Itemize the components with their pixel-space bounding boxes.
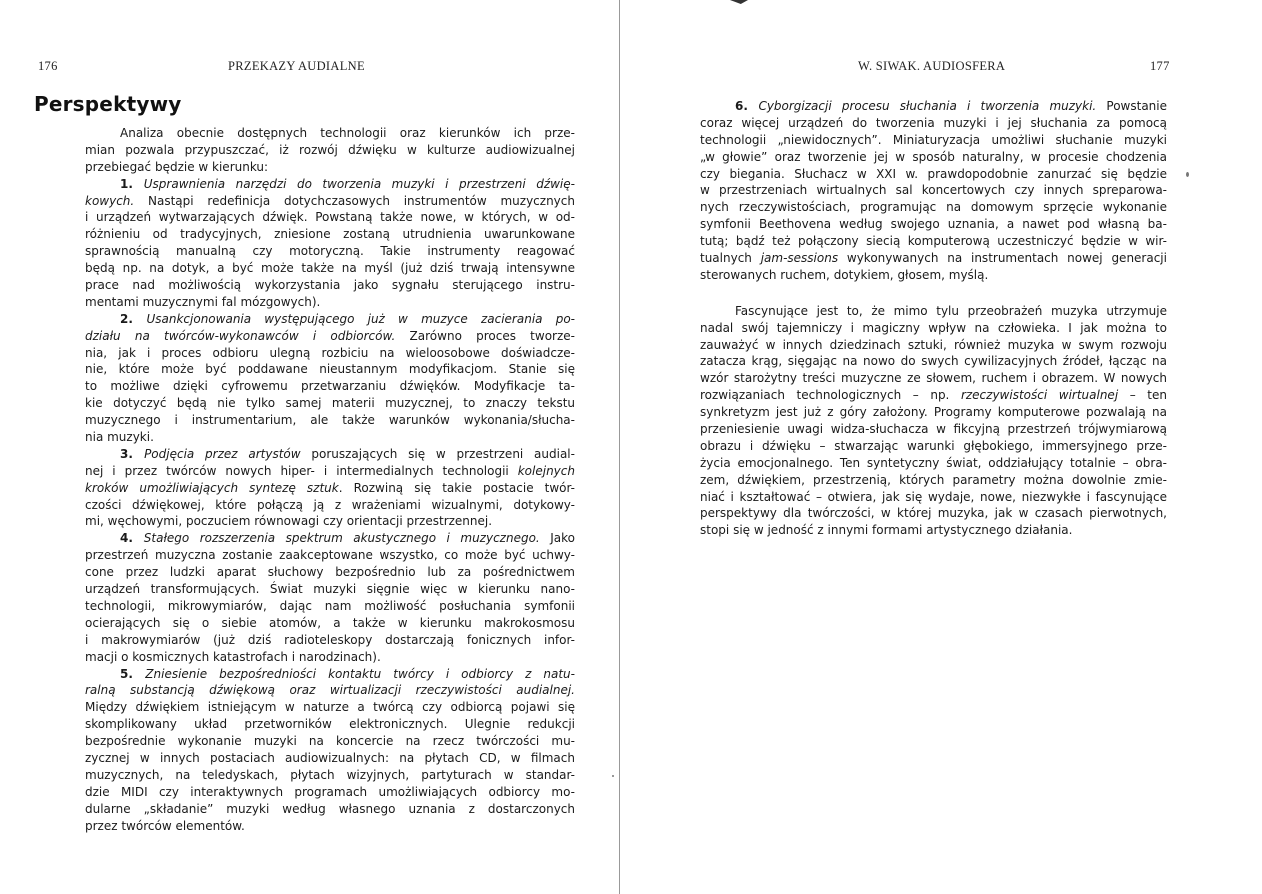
text-run: nej i przez twórców nowych hiper- i intermedialnych technologii (85, 463, 518, 478)
text-line: przez twórców elementów. (85, 818, 245, 833)
text-line: Fascynujące jest to, że mimo tylu przeobrażeń muzyka utrzymuje (735, 303, 1167, 318)
text-line: urządzeń transformujących. Świat muzyki sięgnie więc w kierunku nano- (85, 582, 575, 597)
text-line: technologii, mikrowymiarów, dając nam możliwość posłuchania symfonii (85, 598, 575, 613)
text-run: – ten (1118, 388, 1167, 403)
text-line: kie dotyczyć będą nie tylko samej materii muzycznej, to znaczy tekstu (85, 396, 575, 411)
text-line: mi, węchowymi, poczuciem równowagi czy orientacji przestrzennej. (85, 514, 493, 529)
paragraph (700, 98, 1167, 284)
text-line: technologii „niewidocznych”. Miniaturyzacja umożliwi słuchanie muzyki (700, 132, 1167, 147)
text-line (85, 463, 575, 480)
item-number: 4. (120, 531, 144, 546)
italic-text: Cyborgizacji procesu słuchania i tworzenia muzyki. (758, 99, 1097, 113)
running-head-left: PRZEKAZY AUDIALNE (228, 59, 365, 73)
text-line: sprawnością manualną czy motoryczną. Takie instrumenty reagować (85, 244, 575, 259)
text-line (700, 250, 1167, 267)
text-line: obrazu i dźwięku – stwarzając warunki głębokiego, immersyjnego prze- (700, 438, 1167, 453)
section-heading: Perspektywy (34, 92, 182, 116)
text-line (85, 446, 575, 463)
text-line: zauważyć w innych dziedzinach sztuki, również muzyka w swym rozwoju (700, 337, 1167, 352)
text-line (85, 682, 575, 699)
text-run: tualnych (700, 251, 761, 266)
text-line: nie, które może być poddawane nieustannym modyfikacjom. Stanie się (85, 362, 575, 377)
text-line: prace nad możliwością wykorzystania jako sygnału sterującego instru- (85, 278, 575, 293)
italic-text: jam-sessions (760, 251, 839, 266)
text-line: w przestrzeniach wirtualnych sal koncertowych czy innych spreparowa- (700, 183, 1167, 198)
scan-speck (1186, 172, 1189, 177)
text-line: nadal swój tajemniczy i magiczny wpływ na człowieka. I jak można to (700, 320, 1167, 335)
text-run: Nastąpi redefinicja dotychczasowych instrumentów muzycznych (134, 193, 575, 208)
text-line (85, 666, 575, 683)
text-line: dzie MIDI czy interaktywnych programach umożliwiających odbiorcy mo- (85, 784, 575, 799)
italic-text: ralną substancją dźwiękową oraz wirtualizacji rzeczywistości audialnej. (85, 683, 575, 698)
text-line: ocierających się o siebie atomów, a także w kierunku makrokosmosu (85, 615, 575, 630)
text-line (85, 480, 575, 497)
text-line: synkretyzm jest już z góry założony. Programy komputerowe pozwalają na (700, 405, 1167, 420)
text-line: zycznej w innych postaciach audiowizualnych: na płytach CD, w filmach (85, 750, 575, 765)
text-line: perspektywy dla twórczości, w której muzyka, jak w czasach pierwotnych, (700, 506, 1167, 521)
text-line (85, 311, 575, 328)
text-line: życia emocjonalnego. Ten syntetyczny świat, oddziałujący totalnie – obra- (700, 455, 1167, 470)
italic-text: Usprawnienia narzędzi do tworzenia muzyki i przestrzeni dźwię- (143, 176, 575, 191)
running-head-right: W. SIWAK. AUDIOSFERA (858, 59, 1006, 73)
item-number: 5. (120, 666, 146, 681)
text-line (85, 193, 575, 210)
item-number: 6. (735, 99, 759, 113)
paragraph (85, 446, 575, 530)
text-run: Powstanie (1096, 99, 1168, 113)
text-line: nia muzyki. (85, 430, 154, 445)
page-gutter-divider (619, 0, 620, 894)
text-line: bezpośrednie wykonanie muzyki na koncercie na rzecz twórczości mu- (85, 734, 575, 749)
text-line: muzycznych, na teledyskach, płytach wizyjnych, partyturach w standar- (85, 767, 575, 782)
text-line: i makrowymiarów (już dziś radioteleskopy dostarczają fonicznych infor- (85, 632, 575, 647)
italic-text: działu na twórców-wykonawców i odbiorców. (85, 328, 396, 343)
text-line: zatacza krąg, sięgając na nowo do swych cywilizacyjnych źródeł, łącząc na (700, 354, 1167, 369)
italic-text: Stałego rozszerzenia spektrum akustycznego i muzycznego. (143, 531, 540, 546)
text-line: wzór starożytny treści muzyczne ze słowem, ruchem i obrazem. W nowych (700, 371, 1167, 386)
text-run: Jako (539, 531, 575, 546)
paragraph (85, 530, 575, 665)
text-line: muzycznego i instrumentarium, ale także warunków wykonania/słucha- (85, 413, 575, 428)
text-line: stopi się w jedność z innymi formami artystycznego działania. (700, 523, 1073, 538)
italic-text: Zniesienie bezpośredniości kontaktu twórcy i odbiorcy z natu- (145, 666, 575, 681)
text-line: skomplikowany układ przetworników elektronicznych. Ulegnie redukcji (85, 717, 575, 732)
text-line (700, 387, 1167, 404)
text-line: cone przez ludzki aparat słuchowy bezpośrednio lub za pośrednictwem (85, 565, 575, 580)
text-run: poruszających się w przestrzeni audial- (300, 446, 575, 461)
left-page-body (85, 125, 575, 834)
italic-text: kroków umożliwiających syntezę sztuk (85, 480, 339, 495)
text-line: przebiegać będzie w kierunku: (85, 159, 269, 174)
text-line (85, 328, 575, 345)
paragraph (85, 311, 575, 446)
paragraph (85, 666, 575, 835)
text-line: przeniesienie uwagi widza-słuchacza w fikcyjną przestrzeń trójwymiarową (700, 422, 1167, 437)
italic-text: rzeczywistości wirtualnej (960, 388, 1119, 403)
text-line: nia, jak i proces odbioru ulegną rozbiciu na wieloosobowe doświadcze- (85, 345, 575, 360)
text-line: sterowanych ruchem, dotykiem, głosem, myślą. (700, 267, 989, 282)
text-line: będą np. na dotyk, a być może także na myśl (już dziś trwają intensywne (85, 261, 575, 276)
text-line: symfonii Beethovena według swojego uznania, a nawet pod własną ba- (700, 217, 1167, 232)
text-line: niać i kształtować – otwiera, jak się wydaje, nowe, niezwykłe i fascynujące (700, 489, 1167, 504)
text-line (85, 176, 575, 193)
text-line: przestrzeń muzyczna zostanie zaakceptowane wszystko, co może być uchwy- (85, 548, 575, 563)
text-run: wykonywanych na instrumentach nowej generacji (838, 251, 1167, 266)
text-line: mian pozwala przypuszczać, iż rozwój dźwięku w kulturze audiowizualnej (85, 142, 575, 157)
text-line: czości dźwiękowej, które połączą ją z wrażeniami wizualnymi, dotykowy- (85, 497, 575, 512)
item-number: 3. (120, 446, 145, 461)
text-line: to możliwe dzięki cyfrowemu przetwarzaniu dźwięków. Modyfikacje ta- (85, 379, 575, 394)
text-line: coraz więcej urządzeń do tworzenia muzyki i jej słuchania za pomocą (700, 115, 1167, 130)
text-line: tutą; bądź też połączony siecią komputerową uczestniczyć będzie w wir- (700, 234, 1167, 249)
italic-text: kolejnych (517, 463, 575, 478)
item-number: 1. (120, 176, 144, 191)
text-line: macji o kosmicznych katastrofach i narodzinach). (85, 649, 381, 664)
text-line: Analiza obecnie dostępnych technologii oraz kierunków ich prze- (120, 126, 575, 140)
text-line: czy biegania. Słuchacz w XXI w. prawdopodobnie zanurzać się będzie (700, 166, 1167, 181)
text-line (85, 530, 575, 547)
italic-text: Podjęcia przez artystów (144, 446, 301, 461)
text-line: różnieniu od tradycyjnych, zniesione zostaną utrudnienia uwarunkowane (85, 227, 575, 242)
text-line: nych rzeczywistościach, programując na domowym sprzęcie wykonanie (700, 200, 1167, 215)
italic-text: kowych. (85, 193, 135, 208)
paragraph (85, 125, 575, 176)
text-line: „w głowie” oraz tworzenie jej w sposób naturalny, w procesie chodzenia (700, 149, 1167, 164)
text-line (700, 98, 1167, 115)
text-run: . Rozwiną się takie postacie twór- (338, 480, 575, 495)
scan-speck (612, 775, 614, 777)
item-number: 2. (120, 311, 147, 326)
text-line: Między dźwiękiem istniejącym w naturze a twórcą czy odbiorcą pojawi się (85, 700, 575, 715)
right-page-body (700, 98, 1167, 539)
text-run: rozwiązaniach technologicznych – np. (700, 388, 961, 403)
page-number-right: 177 (1150, 59, 1170, 73)
text-run: Zarówno proces tworze- (395, 328, 575, 343)
paragraph (85, 176, 575, 311)
text-line: mentami muzycznymi fal mózgowych). (85, 294, 321, 309)
page-number-left: 176 (38, 59, 58, 73)
paragraph (700, 303, 1167, 539)
text-line: dularne „składanie” muzyki według własnego uznania z dostarczonych (85, 801, 575, 816)
scan-mark (730, 0, 748, 4)
italic-text: Usankcjonowania występującego już w muzyce zacierania po- (146, 311, 575, 326)
text-line: zem, dźwiękiem, przestrzenią, których parametry można dowolnie zmie- (700, 472, 1167, 487)
text-line: i urządzeń wytwarzających dźwięk. Powstaną także nowe, w których, w od- (85, 210, 575, 225)
